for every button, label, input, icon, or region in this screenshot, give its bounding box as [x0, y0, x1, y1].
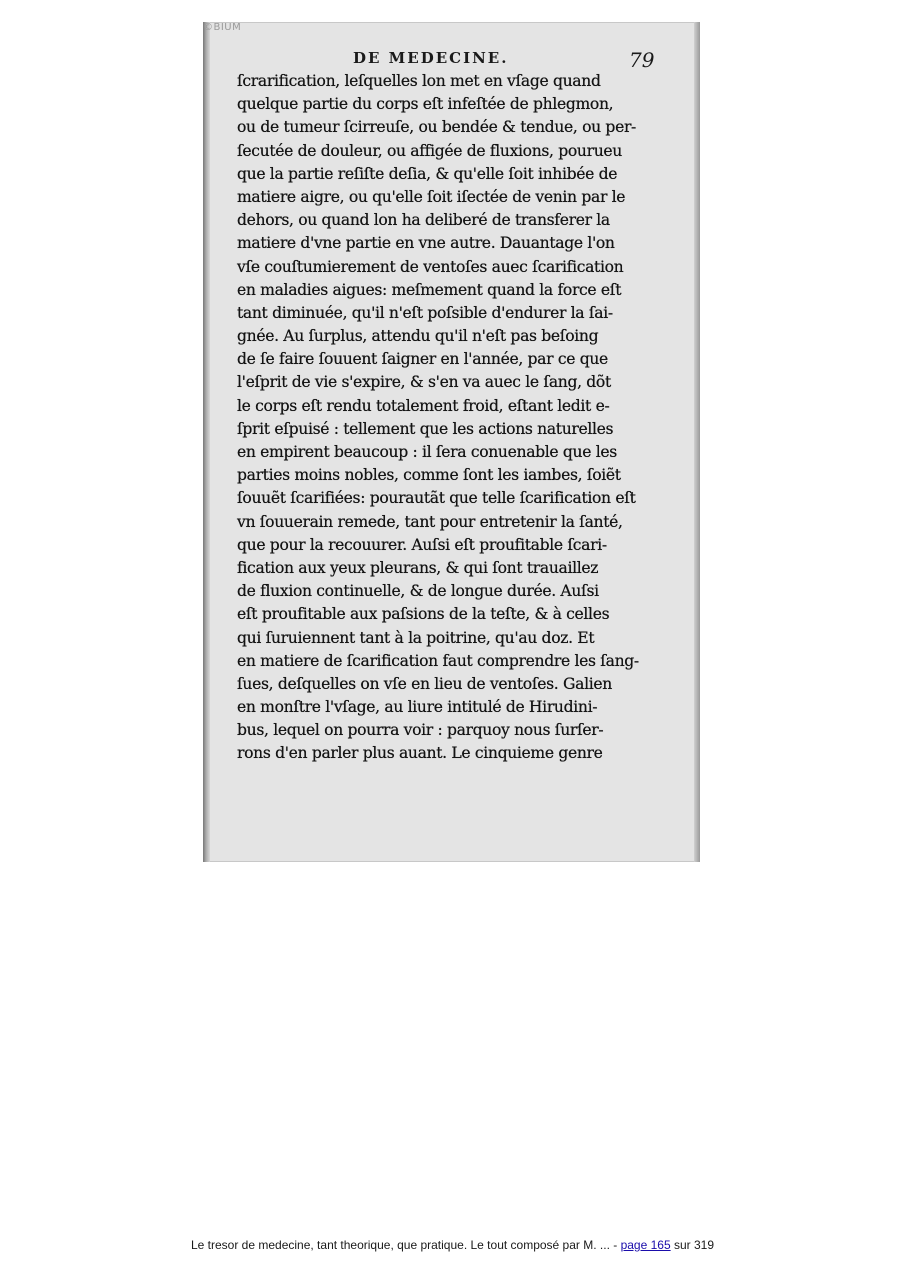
- text-line: de ſe faire ſouuent ſaigner en l'année, par ce que: [237, 350, 608, 369]
- text-line: parties moins nobles, comme ſont les iambes, ſoiẽt: [237, 466, 621, 485]
- text-line: en monſtre l'vſage, au liure intitulé de Hirudini-: [237, 698, 598, 717]
- text-line: vn ſouuerain remede, tant pour entretenir la ſanté,: [237, 512, 623, 531]
- text-line: que la partie reſiſte deſia, & qu'elle ſoit inhibée de: [237, 164, 618, 183]
- text-line: matiere d'vne partie en vne autre. Dauantage l'on: [237, 234, 615, 253]
- text-line: quelque partie du corps eſt infeſtée de phlegmon,: [237, 95, 614, 114]
- running-head: DE MEDECINE.: [353, 49, 509, 67]
- text-line: en empirent beaucoup : il ſera conuenable que les: [237, 443, 617, 461]
- text-line: le corps eſt rendu totalement froid, eſtant ledit e-: [237, 396, 610, 415]
- page-gutter-shadow: [203, 22, 210, 862]
- library-watermark: ©BIUM: [203, 22, 242, 33]
- text-line: eſt proufitable aux paſsions de la teſte, & à celles: [237, 605, 610, 624]
- page-body-text: [237, 70, 673, 766]
- text-line: ſecutée de douleur, ou affigée de fluxions, pourueu: [237, 141, 622, 160]
- text-line: tant diminuée, qu'il n'eſt poſsible d'endurer la ſai-: [237, 303, 613, 322]
- text-line: matiere aigre, ou qu'elle ſoit iſectée de venin par le: [237, 187, 626, 206]
- document-title: Le tresor de medecine, tant theorique, que pratique. Le tout composé par M. ... -: [190, 1238, 621, 1252]
- text-line: fication aux yeux pleurans, & qui ſont trauaillez: [237, 558, 599, 577]
- text-line: de fluxion continuelle, & de longue durée. Auſsi: [237, 582, 599, 601]
- text-line: qui ſuruiennent tant à la poitrine, qu'au doz. Et: [237, 628, 595, 647]
- page-edge-shadow: [694, 22, 700, 862]
- text-line: bus, lequel on pourra voir : parquoy nous ſurſer-: [237, 721, 604, 740]
- text-line: dehors, ou quand lon ha deliberé de transferer la: [237, 211, 610, 230]
- text-line: ſcrarification, leſquelles lon met en vſage quand: [237, 72, 601, 90]
- scanned-page: [203, 22, 700, 862]
- printed-page-number: 79: [629, 48, 655, 72]
- document-caption: [0, 1238, 905, 1252]
- text-line: que pour la recouurer. Auſsi eſt proufitable ſcari-: [237, 535, 607, 554]
- text-line: en maladies aigues: meſmement quand la force eſt: [237, 280, 622, 299]
- text-line: rons d'en parler plus auant. Le cinquieme genre: [237, 744, 603, 763]
- page-count: sur 319: [670, 1238, 714, 1252]
- text-line: ou de tumeur ſcirreuſe, ou bendée & tendue, ou per-: [237, 118, 636, 137]
- text-line: ſprit eſpuisé : tellement que les actions naturelles: [237, 419, 614, 438]
- text-line: ſues, deſquelles on vſe en lieu de ventoſes. Galien: [237, 674, 612, 693]
- text-line: vſe couſtumierement de ventoſes auec ſcarification: [237, 257, 624, 276]
- text-line: en matiere de ſcarification faut comprendre les ſang-: [237, 651, 639, 670]
- text-line: l'eſprit de vie s'expire, & s'en va auec le ſang, dõt: [237, 373, 611, 392]
- page-link[interactable]: page 165: [620, 1238, 671, 1252]
- text-line: ſouuẽt ſcarifiées: pourautãt que telle ſcarification eſt: [237, 489, 636, 508]
- text-line: gnée. Au ſurplus, attendu qu'il n'eſt pas beſoing: [237, 327, 599, 346]
